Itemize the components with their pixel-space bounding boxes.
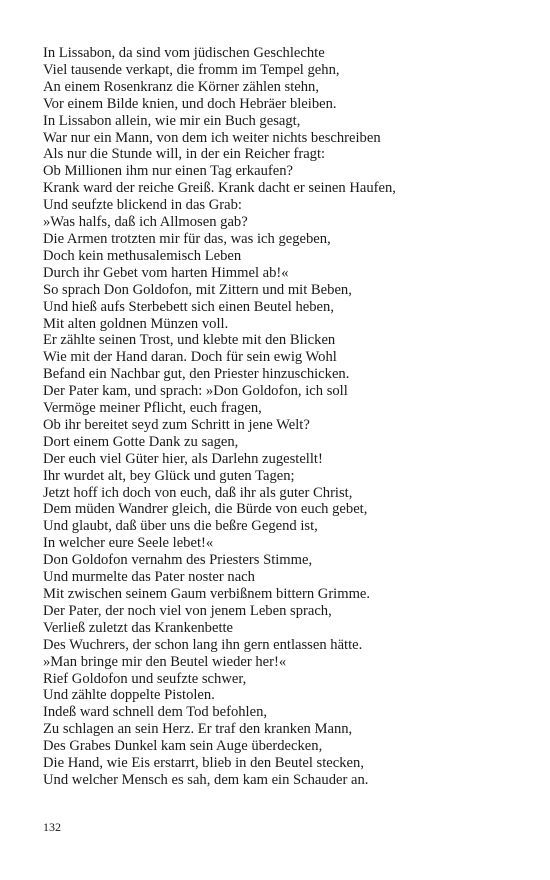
- poem-line: Der Pater kam, und sprach: »Don Goldofon, ich soll: [43, 383, 348, 400]
- poem-line: War nur ein Mann, von dem ich weiter nichts beschreiben: [43, 129, 381, 146]
- poem-line: Die Armen trotzten mir für das, was ich gegeben,: [43, 230, 331, 247]
- poem-line: Ob Millionen ihm nur einen Tag erkaufen?: [43, 163, 293, 180]
- poem-line: Verließ zuletzt das Krankenbette: [43, 619, 234, 636]
- poem-line: Ihr wurdet alt, bey Glück und guten Tagen;: [43, 467, 295, 484]
- poem-line: Wie mit der Hand daran. Doch für sein ewig Wohl: [43, 349, 337, 366]
- poem-line: In Lissabon, da sind vom jüdischen Geschlechte: [43, 45, 325, 61]
- poem-line: Dort einem Gotte Dank zu sagen,: [43, 433, 239, 450]
- poem-line: Der euch viel Güter hier, als Darlehn zugestellt!: [43, 450, 323, 467]
- poem-line: Und hieß aufs Sterbebett sich einen Beutel heben,: [43, 298, 334, 315]
- poem-line: Befand ein Nachbar gut, den Priester hinzuschicken.: [43, 366, 350, 383]
- poem-line: Und murmelte das Pater noster nach: [43, 569, 255, 586]
- poem-line: Viel tausende verkapt, die fromm im Tempel gehn,: [43, 61, 340, 78]
- poem-line: Indeß ward schnell dem Tod befohlen,: [43, 704, 268, 721]
- poem-line: Jetzt hoff ich doch von euch, daß ihr als guter Christ,: [43, 484, 353, 501]
- poem-line: Rief Goldofon und seufzte schwer,: [43, 670, 247, 687]
- poem-line: Und glaubt, daß über uns die beßre Gegend ist,: [43, 518, 318, 535]
- poem-line: Mit zwischen seinem Gaum verbißnem bittern Grimme.: [43, 586, 371, 602]
- poem-text: [43, 45, 523, 789]
- poem-line: Don Goldofon vernahm des Priesters Stimme,: [43, 552, 313, 569]
- poem-line: Und welcher Mensch es sah, dem kam ein Schauder an.: [43, 771, 369, 788]
- poem-line: Ob ihr bereitet seyd zum Schritt in jene Welt?: [43, 416, 310, 433]
- poem-line: Zu schlagen an sein Herz. Er traf den kranken Mann,: [43, 721, 353, 738]
- poem-line: Und seufzte blickend in das Grab:: [43, 197, 242, 214]
- poem-line: »Was halfs, daß ich Allmosen gab?: [43, 214, 248, 231]
- poem-line: Durch ihr Gebet vom harten Himmel ab!«: [43, 264, 289, 281]
- poem-line: So sprach Don Goldofon, mit Zittern und mit Beben,: [43, 281, 352, 298]
- page-number: 132: [43, 820, 61, 834]
- poem-line: Die Hand, wie Eis erstarrt, blieb in den Beutel stecken,: [43, 755, 364, 772]
- poem-line: Vor einem Bilde knien, und doch Hebräer bleiben.: [43, 95, 337, 112]
- poem-line: In welcher eure Seele lebet!«: [43, 535, 214, 552]
- poem-line: Und zählte doppelte Pistolen.: [43, 687, 215, 704]
- poem-line: Dem müden Wandrer gleich, die Bürde von euch gebet,: [43, 501, 368, 518]
- poem-line: In Lissabon allein, wie mir ein Buch gesagt,: [43, 112, 301, 129]
- poem-line: Mit alten goldnen Münzen voll.: [43, 315, 229, 332]
- poem-line: Krank ward der reiche Greiß. Krank dacht er seinen Haufen,: [43, 180, 396, 197]
- poem-line: Als nur die Stunde will, in der ein Reicher fragt:: [43, 146, 326, 163]
- poem-line: »Man bringe mir den Beutel wieder her!«: [43, 653, 287, 670]
- poem-line: An einem Rosenkranz die Körner zählen stehn,: [43, 78, 319, 95]
- poem-line: Des Wuchrers, der schon lang ihn gern entlassen hätte.: [43, 636, 363, 653]
- poem-line: Doch kein methusalemisch Leben: [43, 247, 242, 264]
- poem-line: Er zählte seinen Trost, und klebte mit den Blicken: [43, 332, 336, 349]
- poem-line: Des Grabes Dunkel kam sein Auge überdecken,: [43, 738, 323, 755]
- poem-line: Vermöge meiner Pflicht, euch fragen,: [43, 400, 262, 417]
- poem-line: Der Pater, der noch viel von jenem Leben sprach,: [43, 602, 332, 619]
